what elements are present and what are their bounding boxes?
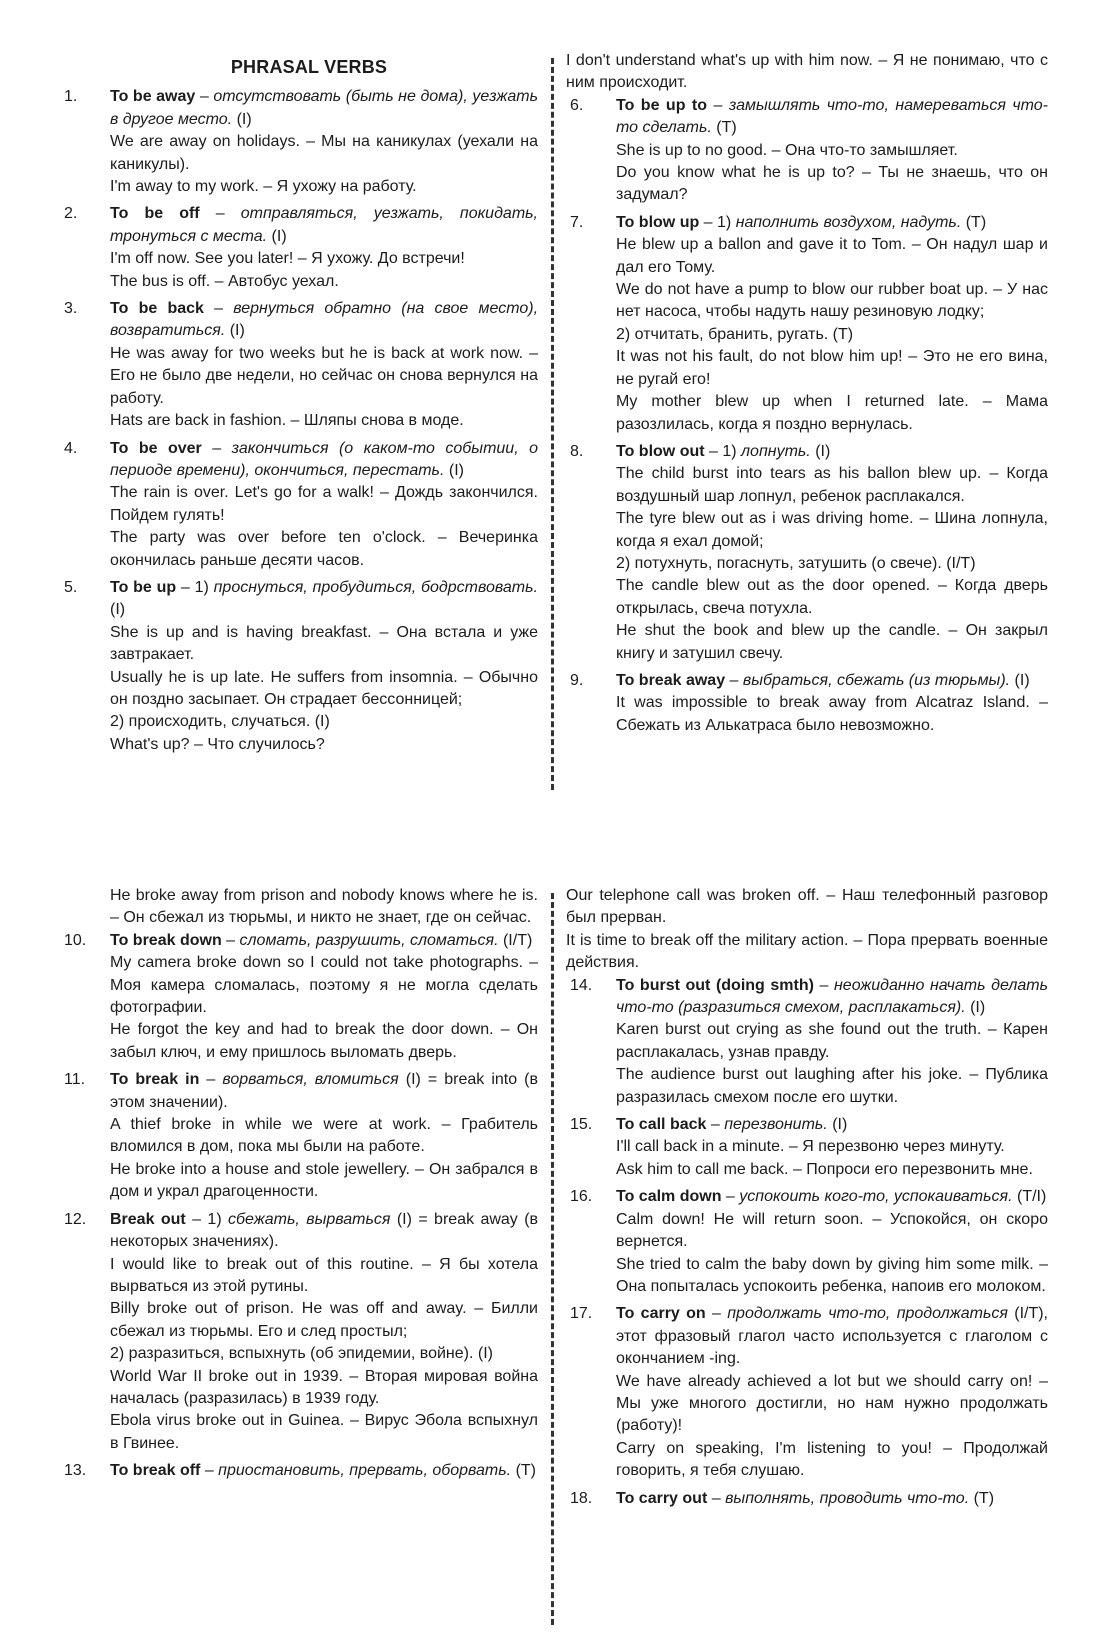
- usage-tag: (I/T), этот фразовый глагол часто используется с глаголом с окончанием -ing.: [616, 1305, 1049, 1368]
- verb-term: To burst out (doing smth): [616, 976, 814, 994]
- example-sentence: A thief broke in while we were at work. – Грабитель вломился в дом, пока мы были на работе.: [110, 1116, 538, 1156]
- verb-term: Break out: [110, 1210, 186, 1228]
- phrasal-verb-entry: [60, 1460, 538, 1482]
- phrasal-verb-entry: [566, 1303, 1048, 1482]
- usage-tag: (I): [225, 322, 245, 340]
- continuation-text: It is time to break off the military action. – Пора прервать военные действия.: [566, 931, 1048, 972]
- example-sentence: 2) происходить, случаться. (I): [110, 713, 330, 731]
- usage-tag: (T): [961, 213, 987, 231]
- bottom-right-column: [566, 885, 1048, 1515]
- translation: ворваться, вломиться: [222, 1071, 399, 1089]
- entry-definition: [616, 1303, 1048, 1370]
- column-divider: [551, 893, 554, 1625]
- translation: отсутствовать (быть не дома), уезжать в другое место.: [110, 88, 539, 128]
- separator: –: [706, 1116, 725, 1134]
- example-sentence: Ebola virus broke out in Guinea. – Вирус Эбола вспыхнул в Гвинее.: [110, 1412, 538, 1452]
- example-sentence: He forgot the key and had to break the door down. – Он забыл ключ, и ему пришлось выломать дверь.: [110, 1021, 538, 1061]
- example-sentence: 2) отчитать, бранить, ругать. (T): [616, 325, 854, 343]
- phrasal-verb-entry: [566, 670, 1048, 737]
- entry-number: 4.: [64, 439, 78, 457]
- phrasal-verb-entry: [60, 930, 538, 1064]
- example-sentence: I'm away to my work. – Я ухожу на работу.: [110, 178, 417, 196]
- example-sentence: She is up to no good. – Она что-то замышляет.: [616, 141, 958, 159]
- separator: –: [203, 300, 234, 318]
- example-sentence: We are away on holidays. – Мы на каникулах (уехали на каникулы).: [110, 133, 538, 173]
- continuation-text: Our telephone call was broken off. – Наш телефонный разговор был прерван.: [566, 887, 1048, 927]
- entry-number: 10.: [64, 931, 87, 949]
- example-sentence: I'm off now. See you later! – Я ухожу. До встречи!: [110, 250, 465, 268]
- verb-term: To break away: [616, 671, 726, 689]
- example-sentence: Billy broke out of prison. He was off and away. – Билли сбежал из тюрьмы. Его и след простыл;: [110, 1300, 538, 1340]
- translation: наполнить воздухом, надуть.: [735, 213, 962, 231]
- separator: –: [195, 88, 214, 106]
- entry-definition: [616, 212, 1048, 234]
- translation: успокоить кого-то, успокаиваться.: [739, 1188, 1013, 1206]
- separator: – 1): [699, 213, 736, 231]
- example-sentence: The party was over before ten o'clock. – Вечеринка окончилась раньше десяти часов.: [110, 529, 538, 569]
- verb-term: To be over: [110, 439, 202, 457]
- separator: –: [721, 1188, 740, 1206]
- phrasal-verb-entry: [60, 577, 538, 756]
- top-section: [0, 50, 1113, 790]
- entry-number: 13.: [64, 1462, 87, 1480]
- usage-tag: (T): [711, 119, 737, 137]
- entry-definition: [110, 203, 538, 248]
- translation: вернуться обратно (на свое место), возвратиться.: [110, 300, 539, 340]
- translation: продолжать что-то, продолжаться: [727, 1305, 1008, 1323]
- translation: перезвонить.: [724, 1116, 828, 1134]
- entry-definition: [616, 1114, 1048, 1136]
- usage-tag: (I): [110, 601, 126, 619]
- translation: сломать, разрушить, сломаться.: [239, 931, 499, 949]
- phrasal-verb-entry: [60, 86, 538, 198]
- entries-top-right: [566, 95, 1048, 737]
- entry-number: 18.: [570, 1489, 593, 1507]
- entry-definition: [110, 930, 538, 952]
- example-sentence: He shut the book and blew up the candle. – Он закрыл книгу и затушил свечу.: [616, 622, 1048, 662]
- verb-term: To carry on: [616, 1305, 706, 1323]
- usage-tag: (I): [965, 999, 986, 1017]
- verb-term: To blow up: [616, 213, 700, 231]
- usage-tag: (I): [827, 1116, 848, 1134]
- entry-definition: [110, 1069, 538, 1114]
- bottom-left-column: [60, 885, 538, 1488]
- entry-definition: [616, 1186, 1048, 1208]
- translation: выбраться, сбежать (из тюрьмы).: [742, 671, 1011, 689]
- example-sentence: My camera broke down so I could not take photographs. – Моя камера сломалась, поэтому я не могла сделать фотографии.: [110, 954, 538, 1017]
- entries-top-left: [60, 86, 538, 756]
- usage-tag: (T/I): [1012, 1188, 1047, 1206]
- entry-definition: [110, 86, 538, 131]
- separator: –: [725, 671, 743, 689]
- usage-tag: (I): [1010, 671, 1030, 689]
- example-sentence: What's up? – Что случилось?: [110, 735, 325, 753]
- usage-tag: (I/T): [498, 931, 533, 949]
- verb-term: To blow out: [616, 442, 705, 460]
- usage-tag: (I): [810, 442, 831, 460]
- verb-term: To break in: [110, 1071, 200, 1089]
- entry-number: 12.: [64, 1210, 87, 1228]
- entry-definition: [110, 298, 538, 343]
- usage-tag: (I): [267, 227, 287, 245]
- entry-definition: [616, 670, 1048, 692]
- verb-term: To be up: [110, 578, 177, 596]
- entry-number: 16.: [570, 1188, 593, 1206]
- usage-tag: (T): [969, 1489, 995, 1507]
- separator: –: [705, 1305, 728, 1323]
- example-sentence: Ask him to call me back. – Попроси его перезвонить мне.: [616, 1160, 1033, 1178]
- verb-term: To be up to: [616, 96, 708, 114]
- phrasal-verb-entry: [60, 1209, 538, 1455]
- bottom-section: [0, 885, 1113, 1625]
- verb-term: To be away: [110, 88, 196, 106]
- usage-tag: (I): [444, 461, 464, 479]
- example-sentence: My mother blew up when I returned late. – Мама разозлилась, когда я поздно вернулась.: [616, 393, 1048, 433]
- example-sentence: The child burst into tears as his ballon blew up. – Когда воздушный шар лопнул, ребенок расплакался.: [616, 465, 1048, 505]
- example-sentence: The audience burst out laughing after his joke. – Публика разразилась смехом после его шутки.: [616, 1066, 1048, 1106]
- example-sentence: We do not have a pump to blow our rubber boat up. – У нас нет насоса, чтобы надуть нашу резиновую лодку;: [616, 281, 1048, 321]
- entry-definition: [616, 95, 1048, 140]
- separator: –: [201, 439, 232, 457]
- translation: проснуться, пробудиться, бодрствовать.: [213, 578, 538, 596]
- top-left-column: [60, 50, 538, 761]
- example-sentence: World War II broke out in 1939. – Вторая мировая война началась (разразилась) в 1939 году.: [110, 1367, 538, 1407]
- entries-bottom-right: [566, 975, 1048, 1510]
- example-sentence: I'll call back in a minute. – Я перезвоню через минуту.: [616, 1138, 1005, 1156]
- phrasal-verb-entry: [566, 1488, 1048, 1510]
- phrasal-verb-entry: [566, 1186, 1048, 1298]
- example-sentence: 2) разразиться, вспыхнуть (об эпидемии, войне). (I): [110, 1345, 493, 1363]
- verb-term: To calm down: [616, 1188, 722, 1206]
- entry-number: 2.: [64, 205, 78, 223]
- translation: отправляться, уезжать, покидать, тронуться с места.: [110, 205, 538, 245]
- phrasal-verb-entry: [566, 212, 1048, 436]
- example-sentence: He blew up a ballon and gave it to Tom. – Он надул шар и дал его Тому.: [616, 236, 1048, 276]
- separator: –: [199, 205, 241, 223]
- translation: приостановить, прервать, оборвать.: [218, 1462, 512, 1480]
- example-sentence: The bus is off. – Автобус уехал.: [110, 272, 339, 290]
- entry-definition: [110, 577, 538, 622]
- example-sentence: It was impossible to break away from Alcatraz Island. – Сбежать из Алькатраса было невозможно.: [616, 694, 1048, 734]
- entry-definition: [616, 975, 1048, 1020]
- example-sentence: Do you know what he is up to? – Ты не знаешь, что он задумал?: [616, 164, 1048, 204]
- usage-tag: (I): [232, 110, 252, 128]
- entry-number: 5.: [64, 578, 78, 596]
- phrasal-verb-entry: [566, 1114, 1048, 1181]
- example-sentence: We have already achieved a lot but we should carry on! – Мы уже многого достигли, но нам нужно продолжать (работу)!: [616, 1372, 1048, 1435]
- verb-term: To call back: [616, 1116, 707, 1134]
- separator: –: [813, 976, 834, 994]
- separator: –: [199, 1071, 223, 1089]
- usage-tag: (T): [511, 1462, 536, 1480]
- entry-number: 3.: [64, 300, 78, 318]
- translation: закончиться (о каком-то событии, о периоде времени), окончиться, перестать.: [110, 439, 539, 479]
- entry-definition: [110, 1460, 538, 1482]
- usage-tag: (I) = break away (в некоторых значениях).: [110, 1210, 539, 1251]
- column-divider: [551, 58, 554, 790]
- example-sentence: Hats are back in fashion. – Шляпы снова в моде.: [110, 412, 464, 430]
- example-sentence: Calm down! He will return soon. – Успокойся, он скоро вернется.: [616, 1210, 1048, 1251]
- entry-number: 15.: [570, 1116, 593, 1134]
- translation: неожиданно начать делать что-то (разразиться смехом, расплакаться).: [616, 976, 1048, 1017]
- example-sentence: The tyre blew out as i was driving home. – Шина лопнула, когда я ехал домой;: [616, 510, 1048, 550]
- phrasal-verb-entry: [566, 975, 1048, 1109]
- entry-number: 9.: [570, 671, 584, 689]
- phrasal-verb-entry: [60, 1069, 538, 1203]
- example-sentence: The candle blew out as the door opened. – Когда дверь открылась, свеча потухла.: [616, 577, 1048, 617]
- phrasal-verb-entry: [566, 441, 1048, 665]
- example-sentence: She tried to calm the baby down by giving him some milk. – Она попыталась успокоить ребенка, напоив его молоком.: [616, 1255, 1048, 1295]
- example-sentence: Usually he is up late. He suffers from insomnia. – Обычно он поздно засыпает. Он страдает бессонницей;: [110, 668, 538, 708]
- example-sentence: He broke into a house and stole jewellery. – Он забрался в дом и украл драгоценности.: [110, 1160, 538, 1201]
- entry-number: 14.: [570, 976, 593, 994]
- separator: –: [707, 96, 729, 114]
- verb-term: To break down: [110, 931, 222, 949]
- phrasal-verb-entry: [60, 203, 538, 293]
- example-sentence: I would like to break out of this routine. – Я бы хотела вырваться из этой рутины.: [110, 1255, 538, 1295]
- entry-number: 17.: [570, 1305, 593, 1323]
- example-sentence: She is up and is having breakfast. – Она встала и уже завтракает.: [110, 623, 538, 664]
- separator: – 1): [704, 442, 742, 460]
- translation: сбежать, вырваться: [228, 1210, 391, 1228]
- entry-definition: [110, 1209, 538, 1254]
- entry-definition: [616, 441, 1048, 463]
- separator: – 1): [185, 1210, 229, 1228]
- entry-number: 1.: [64, 88, 78, 106]
- separator: – 1): [176, 578, 214, 596]
- separator: –: [707, 1489, 726, 1507]
- entry-number: 8.: [570, 442, 584, 460]
- example-sentence: Carry on speaking, I'm listening to you! – Продолжай говорить, я тебя слушаю.: [616, 1439, 1048, 1480]
- entry-definition: [616, 1488, 1048, 1510]
- verb-term: To break off: [110, 1462, 201, 1480]
- example-sentence: Karen burst out crying as she found out the truth. – Карен расплакалась, узнав правду.: [616, 1021, 1048, 1061]
- continuation-text: He broke away from prison and nobody knows where he is. – Он сбежал из тюрьмы, и никто не знает, где он сейчас.: [110, 887, 538, 927]
- phrasal-verb-entry: [60, 298, 538, 432]
- translation: замышлять что-то, намереваться что-то сделать.: [616, 96, 1048, 137]
- entry-number: 11.: [64, 1071, 86, 1089]
- translation: выполнять, проводить что-то.: [725, 1489, 970, 1507]
- separator: –: [221, 931, 240, 949]
- continuation-text: I don't understand what's up with him now. – Я не понимаю, что с ним происходит.: [566, 52, 1048, 92]
- example-sentence: 2) потухнуть, погаснуть, затушить (о свече). (I/T): [616, 554, 976, 572]
- entries-bottom-left: [60, 930, 538, 1483]
- example-sentence: He was away for two weeks but he is back at work now. – Его не было две недели, но сейчас он снова вернулся на работу.: [110, 344, 538, 407]
- separator: –: [200, 1462, 219, 1480]
- phrasal-verb-entry: [566, 95, 1048, 207]
- verb-term: To be off: [110, 205, 200, 223]
- verb-term: To be back: [110, 300, 204, 318]
- usage-tag: (I) = break into (в этом значении).: [110, 1071, 539, 1111]
- entry-number: 7.: [570, 213, 584, 231]
- entry-number: 6.: [570, 96, 584, 114]
- example-sentence: The rain is over. Let's go for a walk! – Дождь закончился. Пойдем гулять!: [110, 484, 538, 524]
- top-right-column: [566, 50, 1048, 742]
- translation: лопнуть.: [741, 442, 811, 460]
- entry-definition: [110, 438, 538, 483]
- verb-term: To carry out: [616, 1489, 708, 1507]
- page-title: PHRASAL VERBS: [230, 57, 388, 77]
- example-sentence: It was not his fault, do not blow him up! – Это не его вина, не ругай его!: [616, 348, 1048, 388]
- phrasal-verb-entry: [60, 438, 538, 572]
